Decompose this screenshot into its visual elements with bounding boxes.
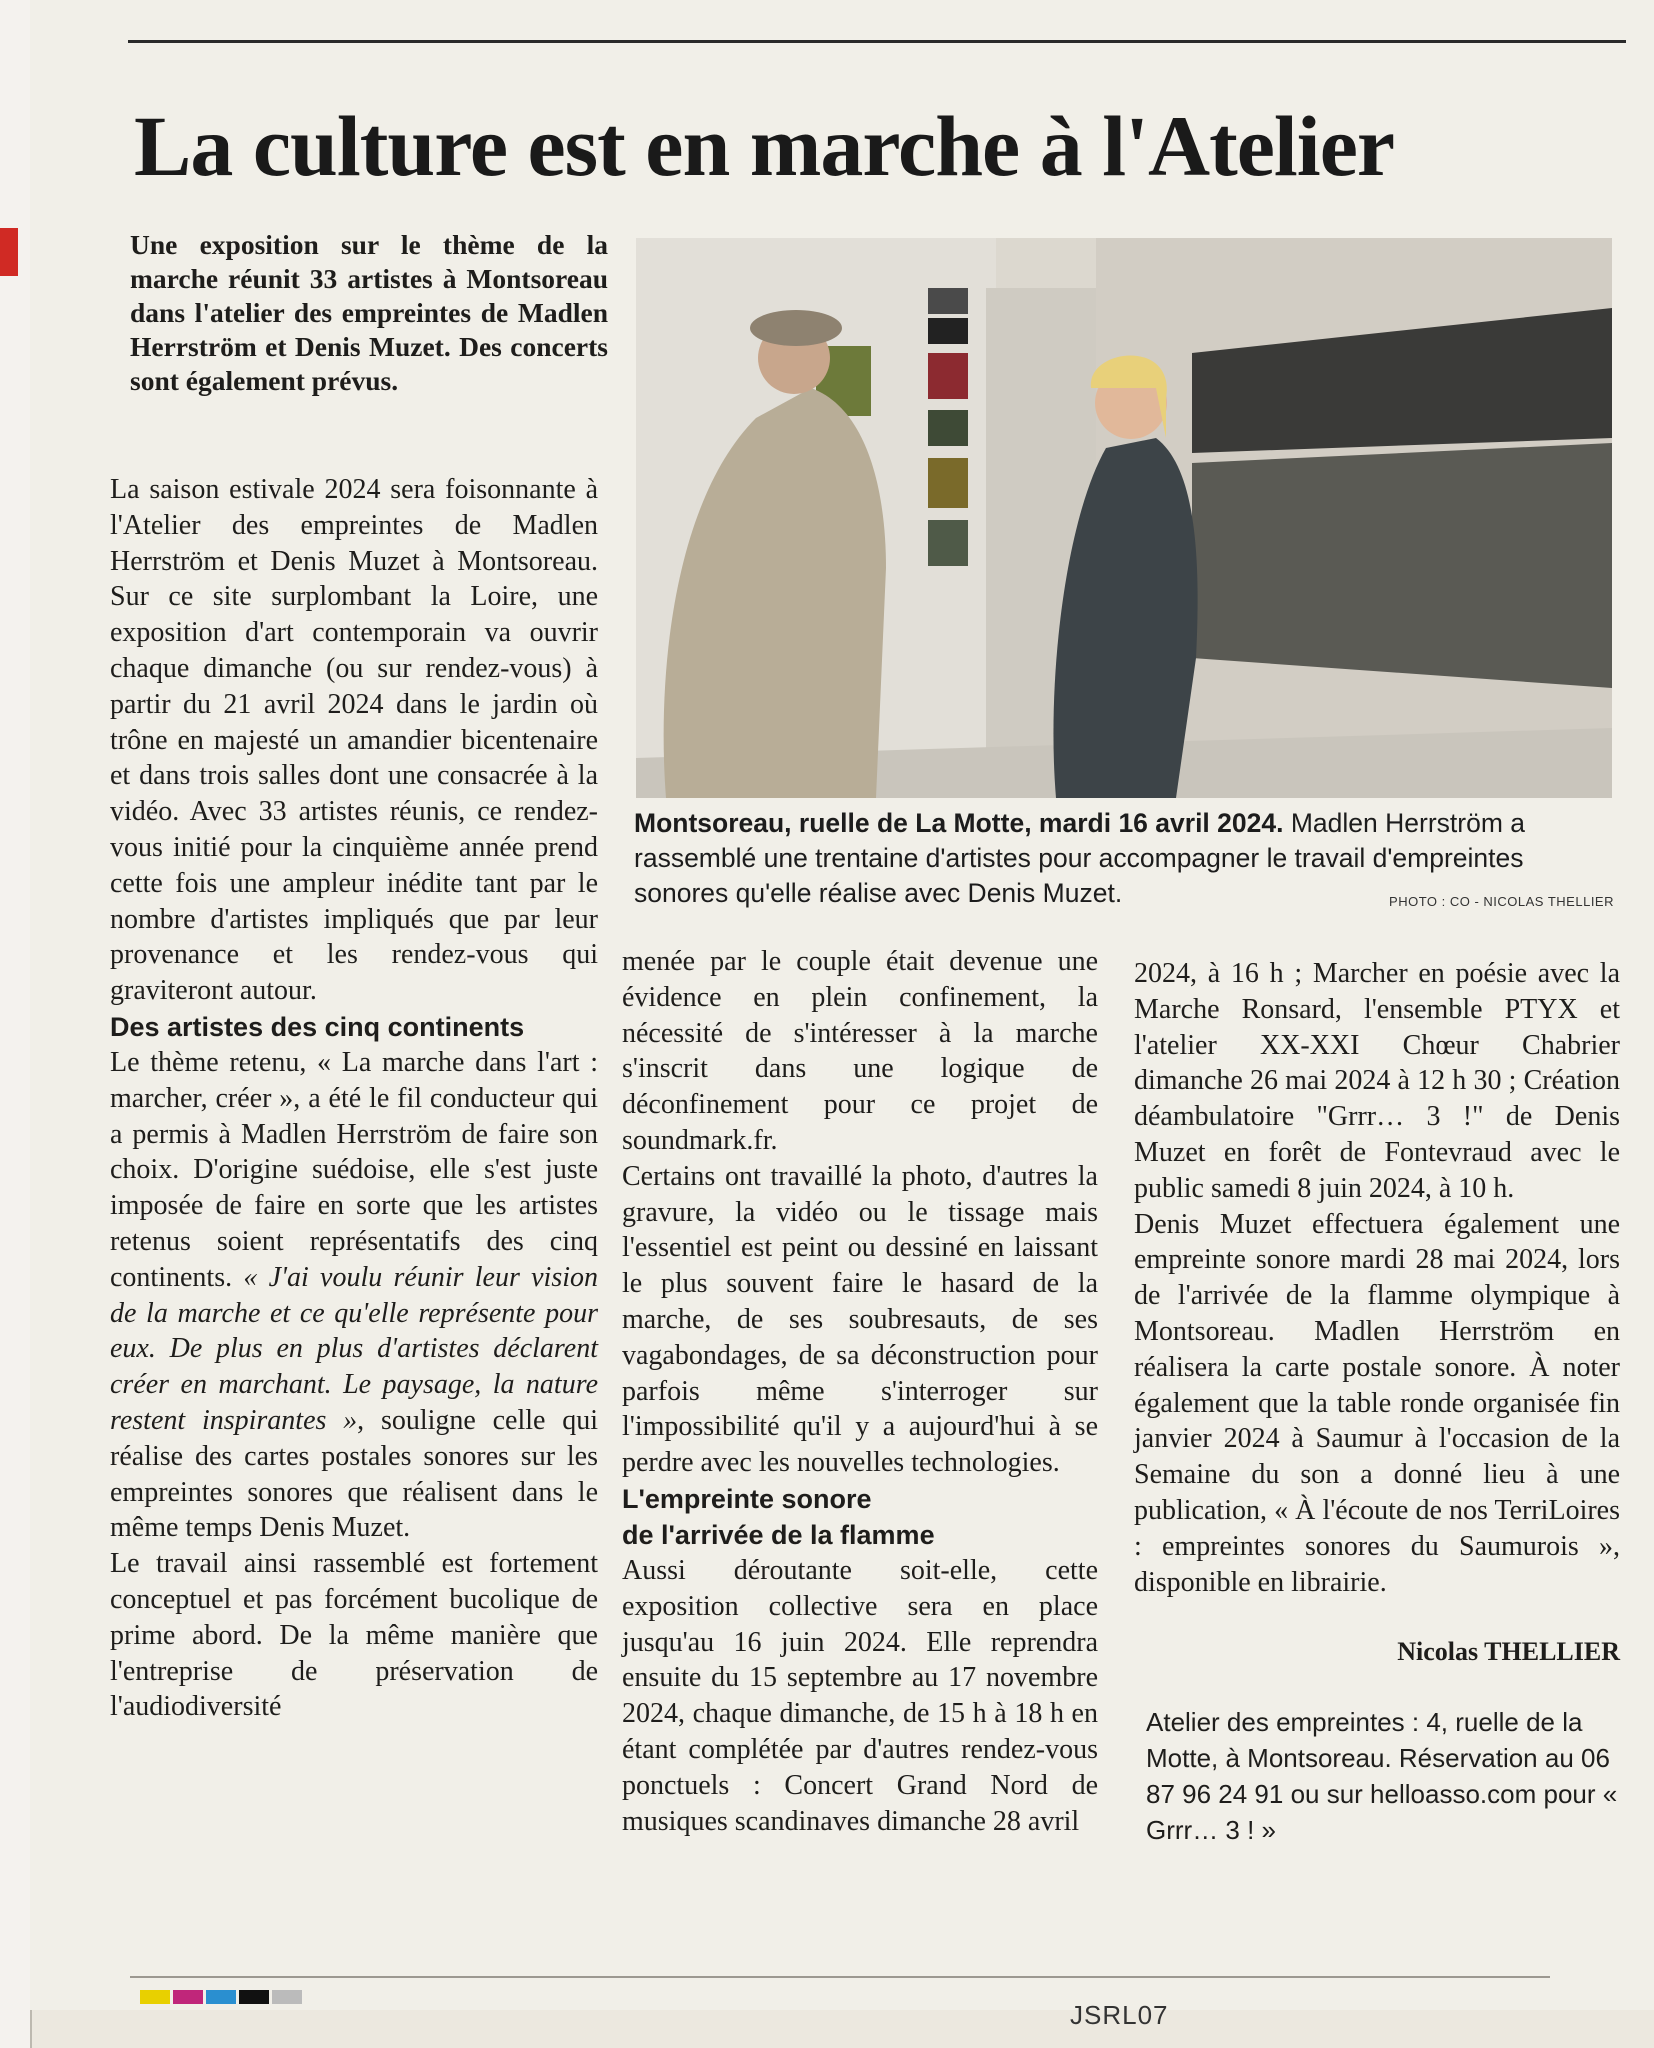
article-photo: [636, 238, 1612, 798]
page-code: JSRL07: [1070, 2000, 1169, 2030]
subhead-continents: Des artistes des cinq continents: [110, 1011, 525, 1042]
headline: La culture est en marche à l'Atelier: [134, 98, 1395, 194]
photo-credit: PHOTO : CO - NICOLAS THELLIER: [1389, 894, 1614, 909]
bottom-fold: [130, 1976, 1550, 1978]
quote: « J'ai voulu réunir leur vision de la marche et ce qu'elle représente pour eux. De plus en plus d'artistes déclarent créer en marchant. Le paysage, la nature restent inspirantes »: [110, 1261, 598, 1436]
color-swatch: [173, 1990, 203, 2004]
paragraph: [110, 1045, 598, 1546]
column-3: [1134, 956, 1620, 1848]
column-1: [110, 472, 598, 1725]
paragraph: Denis Muzet effectuera également une empreinte sonore mardi 28 mai 2024, lors de l'arrivée de la flamme olympique à Montsoreau. Madlen Herrström en réalisera la carte postale sonore. À noter également que la table ronde organisée fin janvier 2024 à Saumur à l'occasion de la Semaine du son a donné lieu à une publication, « À l'écoute de nos TerriLoires : empreintes sonores du Saumurois », disponible en librairie.: [1134, 1208, 1620, 1598]
practical-info: Atelier des empreintes : 4, ruelle de la Motte, à Montsoreau. Réservation au 06 87 96 24 91 ou sur helloasso.com pour « Grrr… 3 ! »: [1146, 1707, 1618, 1846]
paragraph: Aussi déroutante soit-elle, cette exposition collective sera en place jusqu'au 16 juin 2024. Elle reprendra ensuite du 15 septembre au 17 novembre 2024, chaque dimanche, de 15 h à 18 h en étant complétée par d'autres rendez-vous ponctuels : Concert Grand Nord de musiques scandinaves dimanche 28 avril: [622, 1554, 1098, 1837]
subhead-flame: [622, 1481, 1098, 1553]
top-rule: [128, 40, 1626, 43]
page-edge: [0, 0, 32, 2048]
subhead-line: de l'arrivée de la flamme: [622, 1519, 935, 1550]
caption-lead: Montsoreau, ruelle de La Motte, mardi 16 avril 2024.: [634, 808, 1284, 838]
subhead-line: L'empreinte sonore: [622, 1483, 872, 1514]
caption-text: Madlen Herrström a rassemblé une trentaine d'artistes pour accompagner le travail d'empreintes sonores qu'elle réalise avec Denis Muzet.: [634, 808, 1525, 908]
color-swatch: [206, 1990, 236, 2004]
red-section-marker: [0, 228, 18, 276]
column-2: [622, 944, 1098, 1839]
text-span: , souligne celle qui réalise des cartes postales sonores sur les empreintes sonores que réalisent dans le même temps Denis Muzet.: [110, 1404, 598, 1544]
text-span: Le thème retenu, « La marche dans l'art : marcher, créer », a été le fil conducteur qui a permis à Madlen Herrström de faire son choix. D'origine suédoise, elle s'est juste imposée de faire en sorte que les artistes retenus soient représentatifs des cinq continents.: [110, 1046, 598, 1293]
color-swatch: [272, 1990, 302, 2004]
author-signature: Nicolas THELLIER: [1397, 1637, 1620, 1667]
paragraph: Le travail ainsi rassemblé est fortement conceptuel et pas forcément bucolique de prime abord. De la même manière que l'entreprise de préservation de l'audiodiversité: [110, 1548, 598, 1723]
paragraph: menée par le couple était devenue une évidence en plein confinement, la nécessité de s'intéresser à la marche s'inscrit dans une logique de déconfinement pour ce projet de soundmark.fr.: [622, 946, 1098, 1156]
paragraph: Certains ont travaillé la photo, d'autres la gravure, la vidéo ou le tissage mais l'essentiel est peint ou dessiné en laissant le plus souvent faire le hasard de la marche, de ses soubresauts, de ses vagabondages, de sa déconstruction pour parfois même s'interroger sur l'impossibilité qu'il y a aujourd'hui à se perdre avec les nouvelles technologies.: [622, 1160, 1098, 1479]
registration-bar: [140, 1990, 302, 2004]
paragraph: 2024, à 16 h ; Marcher en poésie avec la Marche Ronsard, l'ensemble PTYX et l'atelier XX-XXI Chœur Chabrier dimanche 26 mai 2024 à 12 h 30 ; Création déambulatoire "Grrr… 3 !" de Denis Muzet en forêt de Fontevraud avec le public samedi 8 juin 2024, à 10 h.: [1134, 958, 1620, 1204]
lede: Une exposition sur le thème de la marche réunit 33 artistes à Montsoreau dans l'atelier des empreintes de Madlen Herrström et Denis Muzet. Des concerts sont également prévus.: [130, 229, 608, 396]
color-swatch: [140, 1990, 170, 2004]
color-swatch: [239, 1990, 269, 2004]
paragraph: La saison estivale 2024 sera foisonnante à l'Atelier des empreintes de Madlen Herrström et Denis Muzet à Montsoreau. Sur ce site surplombant la Loire, une exposition d'art contemporain va ouvrir chaque dimanche (ou sur rendez-vous) à partir du 21 avril 2024 dans le jardin où trône en majesté un amandier bicentenaire et dans trois salles dont une consacrée à la vidéo. Avec 33 artistes réunis, ce rendez-vous initié pour la cinquième année prend cette fois une ampleur inédite tant par le nombre d'artistes impliqués que par leur provenance et les rendez-vous qui graviteront autour.: [110, 474, 598, 1007]
photo-illustration: [636, 238, 1612, 798]
